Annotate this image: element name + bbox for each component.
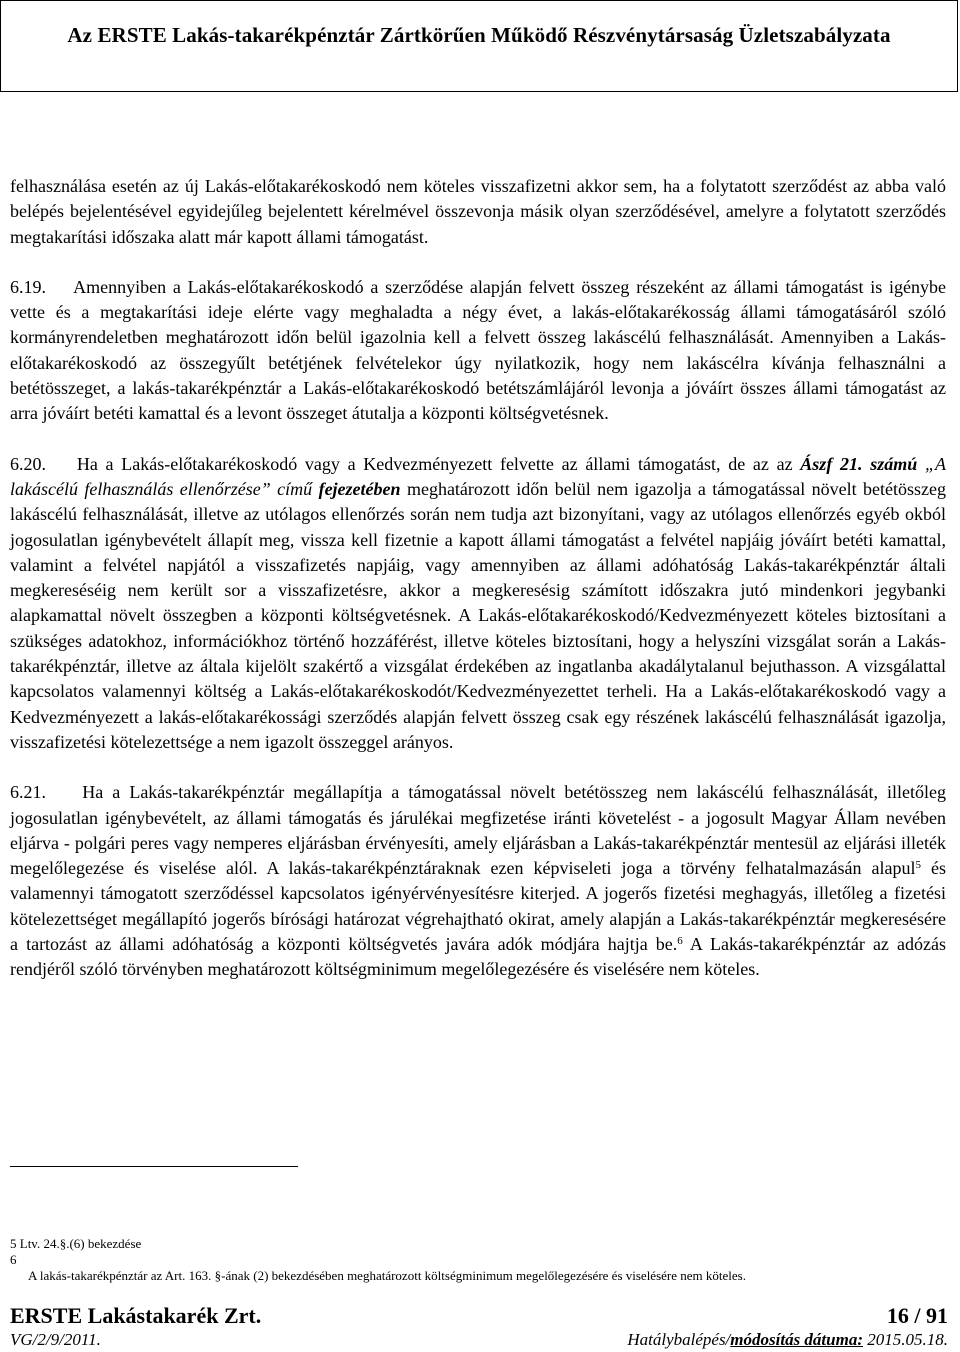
effective-label: Hatálybalépés/ <box>627 1330 731 1349</box>
fejezeteben-word: fejezetében <box>312 478 401 499</box>
footnote-separator <box>10 1166 298 1167</box>
section-6-21 <box>10 780 946 982</box>
section-text: Amennyiben a Lakás-előtakarékoskodó a szerződése alapján felvett összeg részeként az állami támogatást is igénybe vette és a megtakarítási ideje elérte vagy meghaladta a négy évet, a lakás-előtakarékosság állami támogatásáról szóló kormányrendeletben meghatározott időn belül igazolnia kell a felvett összeg lakáscélú felhasználását. Amennyiben a Lakás-előtakarékoskodó az összegyűlt betétjének felvételekor úgy nyilatkozik, hogy nem lakáscélra kívánja felhasználni a betétösszeget, a lakás-takarékpénztár a Lakás-előtakarékoskodó betétszámlájáról levonja a jóváírt összes állami támogatást az arra jóváírt betéti kamattal és a levont összeget átutalja a központi költségvetésnek. <box>10 276 946 424</box>
footnote-ref-6[interactable]: 6 <box>677 935 683 948</box>
footer-effective-date <box>627 1329 948 1351</box>
section-6-19 <box>10 275 946 427</box>
section-number: 6.21. <box>10 782 46 803</box>
section-text: Ha a Lakás-előtakarékoskodó vagy a Kedvezményezett felvette az állami támogatást, de az az <box>76 453 801 474</box>
chapter-title: „A lakáscélú felhasználás ellenőrzése” című <box>10 453 947 499</box>
footer-doc-id: VG/2/9/2011. <box>10 1330 101 1349</box>
section-6-20 <box>10 452 946 756</box>
section-text-cont: meghatározott időn belül nem igazolja a támogatással növelt betétösszeg lakáscélú felhasználását, illetve az utólagos ellenőrzés során nem tudja azt bizonyítani, vagy az utólagos ellenőrzés egyéb okból jogosulatlan igénybevételt állapít meg, vissza kell fizetnie a kapott állami támogatást a felvétel napjáig jóváírt betéti kamattal, valamint a felvétel napjától a visszafizetés napjáig, vagy amennyiben az állami adóhatóság Lakás-takarékpénztár általi megkereséséig nem került sor a visszafizetésre, akkor a megkeresésig számított időszakra jutó mindenkori jegybanki alapkamattal növelt összegben a központi költségvetésnek. A Lakás-előtakarékoskodó/Kedvezményezett köteles biztosítani a szükséges adatokhoz, információkhoz történő hozzáférést, illetve köteles biztosítani, hogy a helyszíni vizsgálat során a Lakás-takarékpénztár, illetve az általa kijelölt szakértő a vizsgálat érdekében az ingatlanba akadálytalanul bejuthasson. A vizsgálattal kapcsolatos valamennyi költség a Lakás-előtakarékoskodót/Kedvezményezettet terheli. Ha a Lakás-előtakarékoskodó vagy a Kedvezményezett a lakás-előtakarékossági szerződés alapján felvett összeg csak egy részének lakáscélú felhasználását igazolja, visszafizetési kötelezettsége a nem igazolt összeggel arányos. <box>10 478 946 752</box>
footnote-6-text: A lakás-takarékpénztár az Art. 163. §-ának (2) bekezdésében meghatározott költségminimum megelőlegezésére és viselésére nem köteles. <box>28 1268 746 1283</box>
footnote-ref-5[interactable]: 5 <box>915 859 921 872</box>
document-header <box>0 0 958 92</box>
section-text-end: A Lakás-takarékpénztár az adózás rendjéről szóló törvényben meghatározott költségminimum megelőlegezésére és viselésére nem köteles. <box>10 934 946 980</box>
document-body <box>10 174 946 983</box>
page-number: 16 / 91 <box>886 1303 948 1328</box>
footnote-6 <box>10 1252 950 1268</box>
footnote-5: 5 Ltv. 24.§.(6) bekezdése <box>10 1236 142 1251</box>
section-number: 6.20. <box>10 453 46 474</box>
footnotes <box>10 1236 950 1284</box>
section-text-cont: és valamennyi támogatott szerződéssel kapcsolatos igényérvényesítésre kiterjed. A jogerős fizetési meghagyás, illetőleg a fizetési kötelezettséget megállapító jogerős bírósági határozat végrehajtható okirat, amely alapján a Lakás-takarékpénztár megkeresésére a tartozást az állami adóhatóság a központi költségvetés javára adók módjára hajtja be. <box>10 858 947 955</box>
section-number: 6.19. <box>10 276 46 297</box>
szamu-word: számú <box>862 453 918 474</box>
page-footer <box>10 1304 948 1351</box>
modified-label: módosítás dátuma: <box>730 1330 863 1349</box>
section-text: Ha a Lakás-takarékpénztár megállapítja a támogatással növelt betétösszeg nem lakáscélú felhasználását, illetőleg jogosulatlan igénybevételt, az állami támogatás és járulékai megfizetése iránti követelést - a jogosult Magyar Állam nevében eljárva - polgári peres vagy nemperes eljárásban érvényesíti, amely eljárásban a Lakás-takarékpénztár mentesül az eljárási illeték megelőlegezése és viselése alól. A lakás-takarékpénztáraknak ezen képviseleti joga a törvény felhatalmazásán alapul <box>10 782 947 879</box>
header-title: Az ERSTE Lakás-takarékpénztár Zártkörűen Működő Részvénytársaság Üzletszabályzata <box>67 23 891 47</box>
aszf-reference: Ászf 21. <box>800 453 863 474</box>
footnote-6-mark: 6 <box>10 1252 17 1267</box>
date-value: 2015.05.18. <box>863 1330 948 1349</box>
footer-company: ERSTE Lakástakarék Zrt. <box>10 1303 262 1328</box>
paragraph-continuation: felhasználása esetén az új Lakás-előtakarékoskodó nem köteles visszafizetni akkor sem, ha a folytatott szerződést az abba való belépés bejelentésével egyidejűleg bejelentett kérelmével összevonja másik olyan szerződésével, amelyre a folytatott szerződés megtakarítási időszaka alatt már kapott állami támogatást. <box>10 176 946 247</box>
